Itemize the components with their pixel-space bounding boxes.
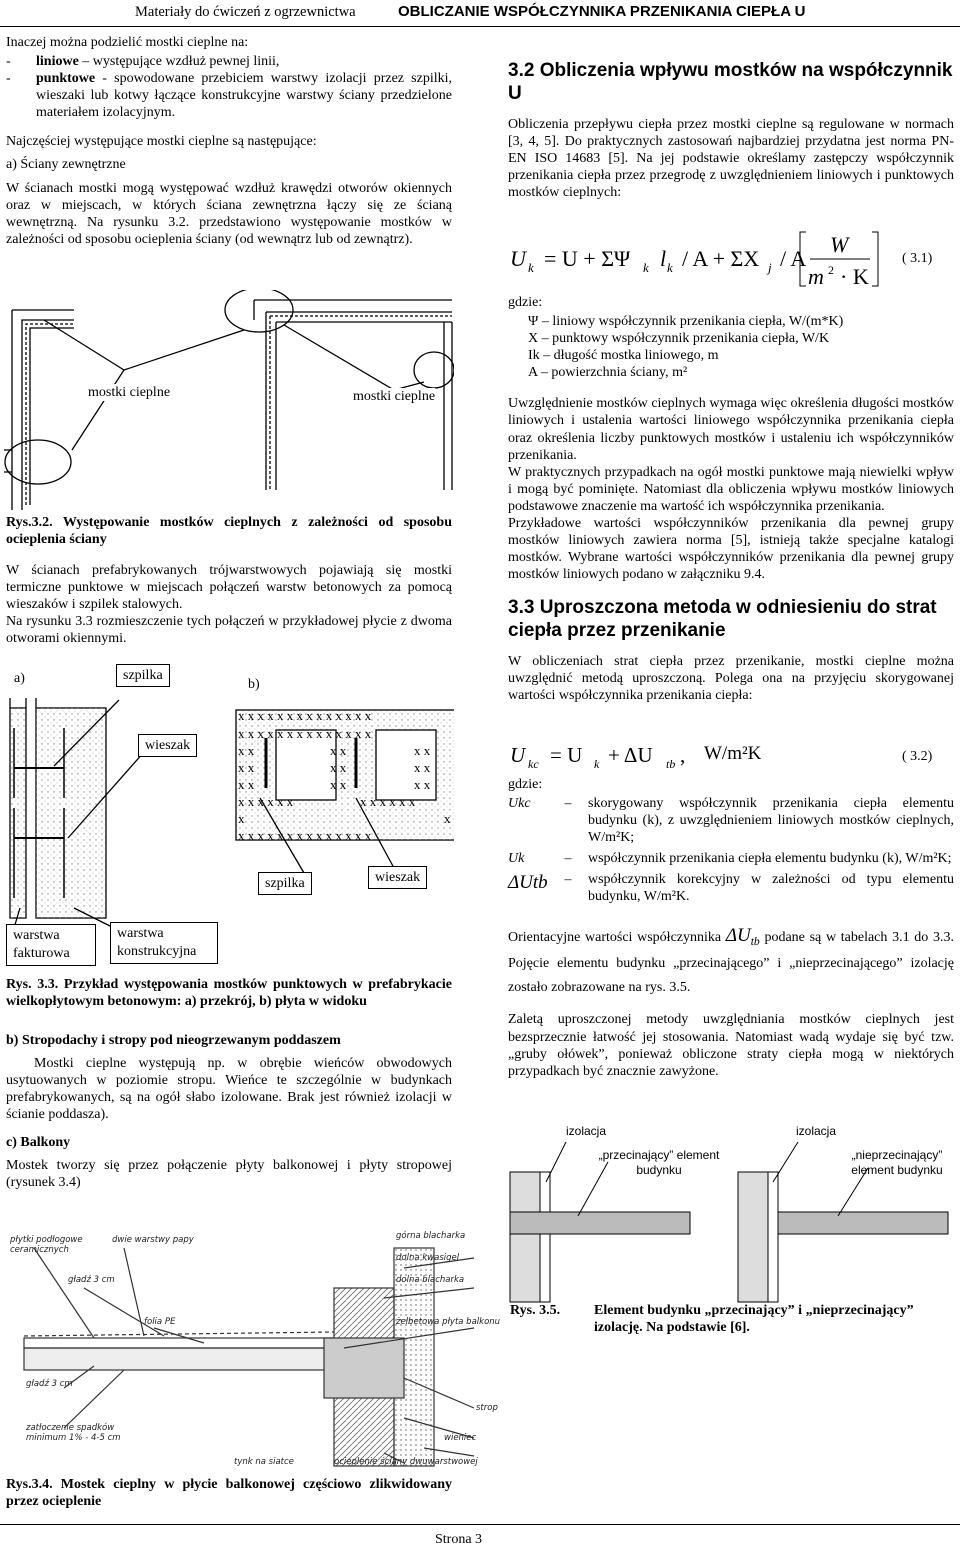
- svg-text:W: W: [830, 232, 849, 257]
- paragraph: W obliczeniach strat ciepła przez przenikanie, mostki cieplne można uwzględnić metodą uproszczoną. Polega ona na przyjęciu skorygowanej wartości współczynnika przenikania ciepła:: [508, 653, 954, 703]
- fig34-label: tynk na siatce: [234, 1457, 294, 1467]
- fig32-label: mostki cieplne: [353, 389, 436, 404]
- svg-text:x x: x x: [414, 743, 431, 758]
- fig35-label: izolacja: [566, 1124, 607, 1138]
- svg-text:x x: x x: [238, 777, 255, 792]
- fig33-warstwa-fakturowa: warstwa fakturowa: [6, 924, 96, 966]
- definition-row: Uk – współczynnik przenikania ciepła elementu budynku (k), W/m²K;: [508, 851, 952, 867]
- definition-row: ΔUtb – współczynnik korekcyjny w zależności od typu elementu budynku, W/m²K.: [508, 872, 954, 905]
- section-3-2-title: 3.2 Obliczenia wpływu mostków na współczynnik U: [508, 60, 953, 104]
- section-a-title: a) Ściany zewnętrzne: [6, 157, 126, 173]
- right-column: [508, 60, 954, 207]
- fig34-label: gładź 3 cm: [26, 1379, 73, 1389]
- svg-text:x x x x x x: x x x x x x: [238, 794, 294, 809]
- svg-text:= U + ΣΨ: = U + ΣΨ: [544, 246, 631, 271]
- section-b-title: b) Stropodachy i stropy pod nieogrzewanym poddaszem: [6, 1033, 341, 1049]
- fig35-label: „przecinający” element budynku: [598, 1148, 720, 1177]
- equation-3-1: [510, 226, 950, 290]
- svg-text:· K: · K: [840, 264, 869, 289]
- svg-text:= U: = U: [550, 743, 583, 767]
- left-column: [6, 34, 452, 254]
- paragraph: Zaletą uproszczonej metody uwzględniania mostków cieplnych jest bezsprzecznie łatwość jej stosowania. Natomiast wadą wydaje się być tzw. „gruby ołówek”, ponieważ obliczone straty ciepła mogą w niektórych przypadkach być znacznie zawyżone.: [508, 1012, 954, 1079]
- svg-text:j: j: [768, 260, 772, 275]
- fig33-caption: Rys. 3.3. Przykład występowania mostków punktowych w prefabrykacie wielkopłytowym betonowym: a) przekrój, b) płyta w widoku: [6, 977, 452, 1010]
- right-column-3: gdzie: Ukc – skorygowany współczynnik przenikania ciepła elementu budynku (k), z uwzględnieniem liniowych mostków cieplnych, W/m²K; Uk – współczynnik przenikania ciepła elementu budynku (k), W/m²K; ΔUtb – współczynnik korekcyjny w zależności od typu elementu budynku, W/m²K. Orientacyjne wartości współczynnika $\Delta U_{tb}$ podane są w tabelach 3.1 do 3.3. Pojęcie elementu budynku „przecinającego” i „nieprzecinającego” izolację zostało zobrazowane na rys. 3.5. Zaletą uproszczonej metody uwzględniania mostków cieplnych jest bezsprzecznie łatwość jej stosowania. Natomiast wadą wydaje się być tzw. „gruby ołówek”, ponieważ obliczone straty ciepła mogą w niektórych przypadkach być znacznie zawyżone.: [508, 777, 954, 1079]
- list-item: - punktowe - spowodowane przebiciem warstwy izolacji przez szpilki, wieszaki lub kotwy łączące konstrukcyjne warstwy ściany przedzielone materiałem izolacyjnym.: [6, 71, 452, 121]
- gdzie: gdzie:: [508, 295, 543, 310]
- page-footer: [0, 1524, 960, 1547]
- eq32-unit: W/m²K: [704, 743, 762, 764]
- paragraph: podane są w tabelach 3.1 do 3.3. Pojęcie elementu budynku „przecinającego” i „nieprzecinającego” izolację zostało zobrazowane na rys. 3.5.: [508, 929, 954, 995]
- page-number: Strona 3: [435, 1532, 483, 1547]
- section-c-title: c) Balkony: [6, 1134, 71, 1150]
- paragraph: Uwzględnienie mostków cieplnych wymaga więc określenia długości mostków liniowych i ustalenia wartości liniowego współczynnika przenikania ciepła oraz określenia liczby punktowych mostków i ustaleniu ich współczynników przenikania.: [508, 396, 954, 463]
- fig34-caption: Rys.3.4. Mostek cieplny w płycie balkonowej częściowo zlikwidowany przez ocieplenie: [6, 1477, 452, 1510]
- paragraph: W ścianach prefabrykowanych trójwarstwowych pojawiają się mostki termiczne punktowe w miejscach połączeń warstw betonowych za pomocą wieszaków i szpilek stalowych.: [6, 563, 452, 613]
- list-item: - liniowe – występujące wzdłuż pewnej linii,: [6, 54, 280, 70]
- gdzie: gdzie:: [508, 777, 543, 792]
- fig34-label: płytki podłogowe: [10, 1235, 83, 1245]
- fig34-label: dolna blacharka: [396, 1275, 465, 1285]
- left-column-4: [6, 1476, 452, 1516]
- fig33-wieszak: wieszak: [138, 734, 197, 757]
- eq32-number: ( 3.2): [902, 749, 933, 764]
- definition: X – punktowy współczynnik przenikania ciepła, W/K: [528, 331, 830, 347]
- fig32-caption: Rys.3.2. Występowanie mostków cieplnych z zależności od sposobu ocieplenia ściany: [6, 515, 452, 548]
- header-right: OBLICZANIE WSPÓŁCZYNNIKA PRZENIKANIA CIEPŁA U: [398, 3, 806, 20]
- svg-text:U: U: [510, 246, 526, 271]
- fig34-label: żelbetowa płyta balkonu: [396, 1317, 501, 1327]
- equation-3-2: [510, 738, 950, 772]
- paragraph: Mostki cieplne występują np. w obrębie wieńców obwodowych usytuowanych w poziomie stropu. Wieńce te szczególnie w budynkach prefabrykowanych, są na ogół słabo izolowane. Brak jest również izolacji w ścianie poddasza).: [6, 1056, 452, 1123]
- svg-text:x: x: [238, 811, 245, 826]
- page-header: [0, 0, 960, 27]
- figure-3-4: [4, 1228, 504, 1468]
- left-column-3: [6, 976, 452, 1197]
- fig34-label: strop: [476, 1403, 498, 1413]
- fig33-warstwa-konstrukcyjna: warstwa konstrukcyjna: [110, 922, 218, 964]
- svg-text:kc: kc: [528, 757, 539, 771]
- svg-text:,: ,: [680, 743, 686, 767]
- paragraph: W praktycznych przypadkach na ogół mostki punktowe mają niewielki wpływ i mogą być pominięte. Natomiast dla obliczenia wpływu mostków liniowych podstawowe znaczenie ma wartość ich współczynnika przenikania.: [508, 464, 954, 514]
- definition: A – powierzchnia ściany, m²: [528, 365, 688, 381]
- svg-text:x x: x x: [414, 777, 431, 792]
- paragraph: Obliczenia przepływu ciepła przez mostki cieplne są regulowane w normach [3, 4, 5]. Do praktycznych zastosowań najbardziej przydatna jest norma PN-EN ISO 14683 [5]. Na jej podstawie określamy zastępczy współczynnik przenikania ciepła przez przegrodę z uwzględnieniem liniowych i punktowych mostków cieplnych:: [508, 116, 954, 200]
- fig34-label: folia PE: [144, 1317, 176, 1327]
- svg-text:x x: x x: [238, 760, 255, 775]
- header-left: Materiały do ćwiczeń z ogrzewnictwa: [135, 4, 356, 20]
- svg-text:x x: x x: [414, 760, 431, 775]
- right-column-2: [508, 294, 954, 704]
- definition: Ψ – liniowy współczynnik przenikania ciepła, W/(m*K): [528, 314, 844, 330]
- paragraph: W ścianach mostki mogą występować wzdłuż krawędzi otworów okiennych oraz w miejscach, w których ściana zewnętrzna łączy się ze ścianą wewnętrzną. Na rysunku 3.2. przedstawiono występowanie mostków w zależności od sposobu ocieplenia ściany (od wewnątrz lub od zewnątrz).: [6, 180, 452, 247]
- svg-text:x x x x x x: x x x x x x: [360, 794, 416, 809]
- definition: Ik – długość mostka liniowego, m: [528, 348, 719, 364]
- svg-text:x x: x x: [330, 777, 347, 792]
- svg-text:x x x x x x x x x x x x x x: x x x x x x x x x x x x x x: [238, 708, 372, 723]
- fig34-label: zatłoczenie spadków: [26, 1423, 115, 1433]
- svg-text:x x: x x: [330, 743, 347, 758]
- svg-text:tb: tb: [666, 757, 676, 771]
- fig34-label: wieniec: [444, 1433, 477, 1443]
- svg-text:l: l: [660, 246, 667, 271]
- fig34-label: dwie warstwy papy: [112, 1235, 194, 1245]
- definition-row: Ukc – skorygowany współczynnik przenikania ciepła elementu budynku (k), z uwzględnieniem liniowych mostków cieplnych, W/m²K;: [508, 796, 954, 846]
- paragraph: Przykładowe wartości współczynników przenikania dla pewnej grupy mostków liniowych zawiera norma [5], istnieją także specjalne katalogi mostków. Wybrane wartości współczynników przenikania dla pewnej grupy mostków liniowych podano w załączniku 9.4.: [508, 515, 954, 583]
- fig34-label: minimum 1% - 4-5 cm: [26, 1433, 121, 1443]
- fig33-szpilka: szpilka: [116, 664, 170, 687]
- fig34-label: górna blacharka: [396, 1231, 466, 1241]
- fig33-a: a): [14, 671, 25, 686]
- svg-text:k: k: [643, 260, 649, 275]
- svg-text:2: 2: [828, 263, 834, 277]
- fig35-label: izolacja: [796, 1124, 837, 1138]
- fig33-szpilka: szpilka: [258, 872, 312, 895]
- svg-text:k: k: [667, 260, 673, 275]
- fig33-b: b): [248, 677, 260, 692]
- svg-text:x x x x x x x x x x x x x x: x x x x x x x x x x x x x x: [238, 726, 372, 741]
- figure-3-5: [508, 1112, 958, 1307]
- paragraph: Mostek tworzy się przez połączenie płyty balkonowej i płyty stropowej (rysunek 3.4): [6, 1157, 452, 1190]
- paragraph: Na rysunku 3.3 rozmieszczenie tych połączeń w przykładowej płycie z dwoma otworami okiennymi.: [6, 614, 452, 647]
- svg-text:m: m: [808, 264, 824, 289]
- fig34-label: ceramicznych: [10, 1245, 69, 1255]
- svg-text:x x: x x: [330, 760, 347, 775]
- left-column-2: [6, 514, 452, 654]
- fig34-label: ocieplenie ściany dwuwarstwowej: [334, 1457, 478, 1467]
- svg-text:/ A + ΣX: / A + ΣX: [682, 246, 760, 271]
- svg-text:+ ΔU: + ΔU: [608, 743, 653, 767]
- fig34-label: dolna kwasigel: [396, 1253, 460, 1263]
- fig33-wieszak: wieszak: [368, 866, 427, 889]
- svg-text:x x: x x: [238, 743, 255, 758]
- fig32-label: mostki cieplne: [88, 385, 171, 400]
- svg-text:U: U: [510, 743, 526, 767]
- svg-text:/ A: / A: [780, 246, 807, 271]
- intro: Inaczej można podzielić mostki cieplne na:: [6, 35, 249, 50]
- svg-text:x x x x x x x x x x x x x x: x x x x x x x x x x x x x x: [238, 828, 372, 843]
- paragraph: Orientacyjne wartości współczynnika: [508, 929, 722, 945]
- svg-text:x: x: [444, 811, 451, 826]
- eq31-number: ( 3.1): [902, 251, 933, 266]
- fig35-label: „nieprzecinający” element budynku: [851, 1148, 943, 1177]
- section-3-3-title: 3.3 Uproszczona metoda w odniesieniu do strat ciepła przez przenikanie: [508, 597, 937, 642]
- paragraph: Najczęściej występujące mostki cieplne są następujące:: [6, 134, 317, 150]
- fig35-caption: Rys. 3.5. Element budynku „przecinający” i „nieprzecinający” izolację. Na podstawie [6].: [510, 1303, 914, 1336]
- svg-text:k: k: [594, 757, 600, 771]
- fig34-label: gładź 3 cm: [68, 1275, 115, 1285]
- svg-text:k: k: [528, 260, 534, 275]
